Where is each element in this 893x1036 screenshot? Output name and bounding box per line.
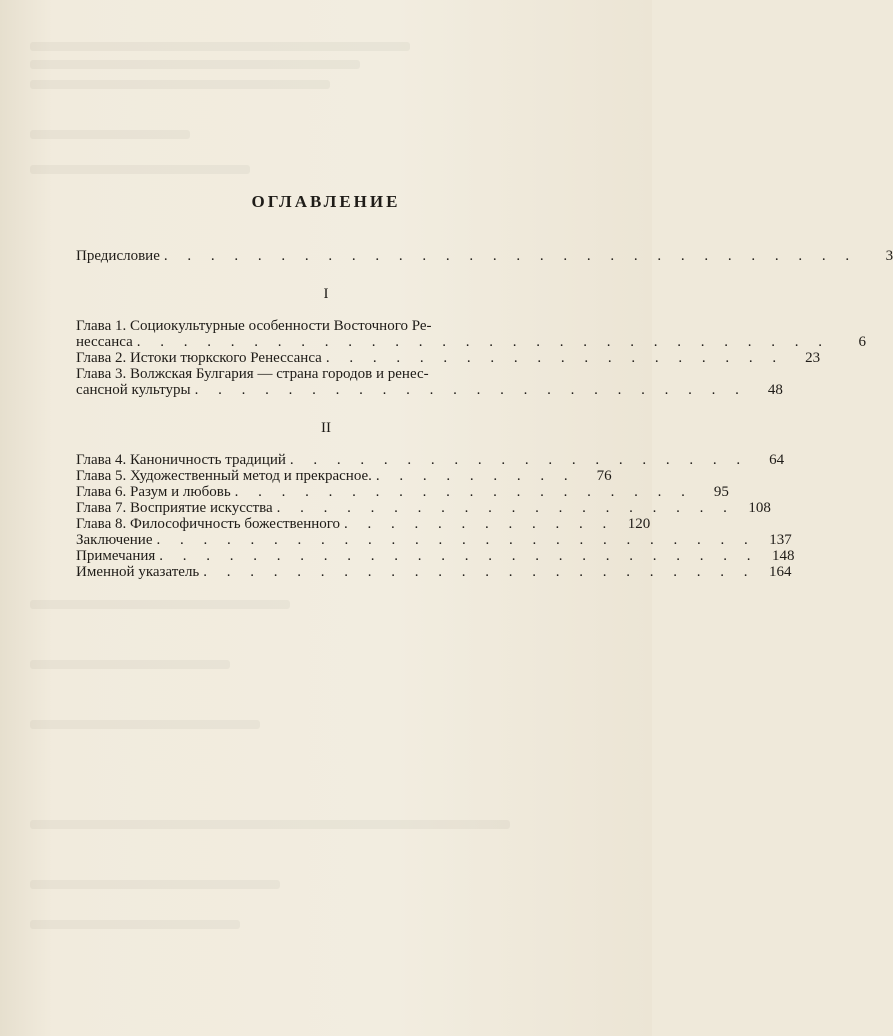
toc-page-number: 164 — [769, 564, 792, 580]
bleed-through — [30, 660, 230, 669]
toc-row — [76, 248, 893, 264]
dot-leader: . . . . . . . . . . . . . . . . . . . . . . . . . . . . . . — [136, 334, 830, 350]
toc-row — [76, 468, 612, 484]
dot-leader: . . . . . . . . . . . . — [344, 516, 615, 532]
toc-page-number: 23 — [805, 350, 821, 366]
toc-label: Именной указатель — [76, 564, 200, 580]
bleed-through — [30, 130, 190, 139]
bleed-through — [30, 720, 260, 729]
toc-row — [76, 452, 785, 468]
toc-row — [76, 484, 729, 500]
toc-row — [76, 382, 783, 398]
dot-leader: . . . . . . . . . — [375, 468, 576, 484]
dot-leader: . . . . . . . . . . . . . . . . . . . . . . . . . . — [159, 548, 759, 564]
toc-page-number: 95 — [713, 484, 729, 500]
toc-page-number: 48 — [767, 382, 783, 398]
toc-page-number: 64 — [769, 452, 785, 468]
dot-leader: . . . . . . . . . . . . . . . . . . . . . . . . — [194, 382, 747, 398]
dot-leader: . . . . . . . . . . . . . . . . . . . . . . . . — [203, 564, 756, 580]
dot-leader: . . . . . . . . . . . . . . . . . . . . . . . . . . — [156, 532, 756, 548]
toc-row — [76, 532, 792, 548]
toc-entry — [76, 318, 866, 350]
toc-page-number: 76 — [596, 468, 612, 484]
toc-row — [76, 500, 771, 516]
toc-label: Заключение — [76, 532, 153, 548]
toc-page-number: 148 — [772, 548, 795, 564]
toc-label: Глава 4. Каноничность традиций — [76, 452, 286, 468]
page-title: ОГЛАВЛЕНИЕ — [251, 192, 401, 211]
toc-page-number: 6 — [858, 334, 866, 350]
toc-row — [76, 516, 651, 532]
toc-label: Глава 8. Философичность божественного — [76, 516, 341, 532]
toc-label: Глава 5. Художественный метод и прекрасное. — [76, 468, 372, 484]
toc-entry — [76, 366, 783, 398]
toc-row — [76, 350, 821, 366]
toc-label: Глава 7. Восприятие искусства — [76, 500, 273, 516]
bleed-through — [30, 60, 360, 69]
toc-row — [76, 564, 792, 580]
toc-label-continued: сансной культуры — [76, 382, 191, 398]
section-heading-2: II — [321, 420, 331, 436]
bleed-through — [30, 600, 290, 609]
toc-page-number: 120 — [627, 516, 651, 532]
toc-page-number: 108 — [748, 500, 771, 516]
toc-label: Глава 3. Волжская Булгария — страна городов и ренес- — [76, 366, 429, 382]
toc-label: Глава 1. Социокультурные особенности Восточного Ре- — [76, 318, 432, 334]
toc-label: Примечания — [76, 548, 156, 564]
bleed-through — [30, 80, 330, 89]
bleed-through — [30, 165, 250, 174]
toc-preface — [76, 248, 893, 264]
section-heading-1: I — [323, 286, 329, 302]
toc-label: Глава 2. Истоки тюркского Ренессанса — [76, 350, 322, 366]
bleed-through — [30, 820, 510, 829]
toc-part-2 — [76, 452, 795, 580]
dot-leader: . . . . . . . . . . . . . . . . . . . . . . . . . . . . . . — [163, 248, 858, 264]
dot-leader: . . . . . . . . . . . . . . . . . . . . — [325, 350, 785, 366]
dot-leader: . . . . . . . . . . . . . . . . . . . . — [234, 484, 693, 500]
toc-label: Предисловие — [76, 248, 160, 264]
toc-row — [76, 548, 795, 564]
toc-row — [76, 334, 866, 350]
toc-page-number: 137 — [769, 532, 792, 548]
toc-label: Глава 6. Разум и любовь — [76, 484, 231, 500]
bleed-through — [30, 880, 280, 889]
dot-leader: . . . . . . . . . . . . . . . . . . . . — [276, 500, 735, 516]
dot-leader: . . . . . . . . . . . . . . . . . . . . — [289, 452, 749, 468]
toc-page-number: 3 — [885, 248, 893, 264]
toc-label-continued: нессанса — [76, 334, 133, 350]
bleed-through — [30, 920, 240, 929]
toc-part-1 — [76, 318, 866, 398]
bleed-through — [30, 42, 410, 51]
